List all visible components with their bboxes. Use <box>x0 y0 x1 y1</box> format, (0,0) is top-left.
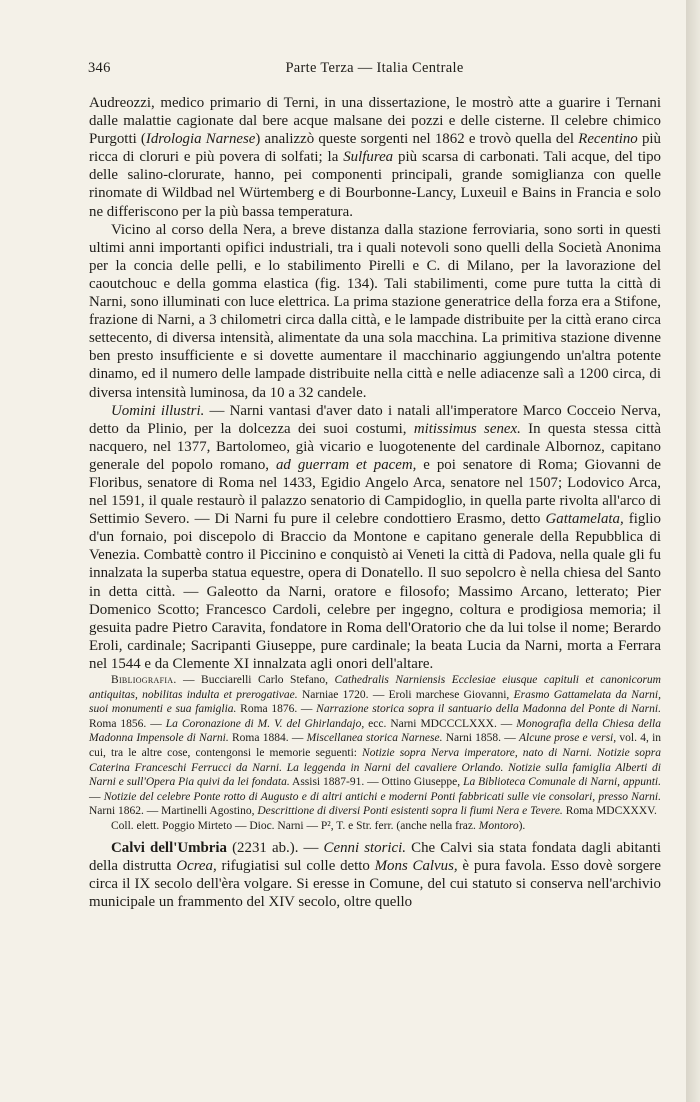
italic-term: Recentino <box>578 131 638 148</box>
body-text <box>89 94 661 911</box>
italic-title: Idrologia Narnese <box>145 131 256 148</box>
italic-title: Alcune prose e versi, <box>519 732 617 745</box>
text-run: (2231 ab.). — <box>226 839 324 856</box>
italic-quote: ad guerram et pacem, <box>275 456 417 473</box>
running-head: Parte Terza — Italia Centrale <box>285 60 464 76</box>
entry-title: Calvi dell'Umbria <box>111 839 227 856</box>
italic-term: Gattamelata, <box>545 511 624 528</box>
italic-title: Descrittione di diversi Ponti esistenti sopra li fiumi Nera e Tevere. <box>257 805 563 818</box>
italic-title: Notizie del celebre Ponte rotto di Augusto e di altri antichi e moderni Ponti fabbricati sulle vie consolari, presso Narni. <box>103 790 661 803</box>
paragraph-waters <box>89 94 661 221</box>
italic-term: Sulfurea <box>343 149 394 166</box>
italic-title: Erasmo Gattamelata da Narni, suoi monumenti e sua famiglia. <box>89 688 661 716</box>
italic-quote: mitissimus senex. <box>413 420 521 437</box>
bibliography <box>89 673 661 819</box>
italic-title: Cathedralis Narniensis Ecclesiae eiusque capituli et canonicorum antiquitas, nobilitas indulta et prerogativae. <box>89 674 661 701</box>
bibliography-label: Bibliografia. <box>111 674 177 686</box>
text-run: ). <box>518 819 526 832</box>
text-run: Narni 1862. — Martinelli Agostino, <box>89 805 258 818</box>
electoral-info <box>89 819 661 834</box>
text-run: — <box>89 790 104 803</box>
section-heading-italic: Uomini illustri. <box>111 402 205 419</box>
paragraph-famous-men <box>89 402 661 673</box>
text-run: figlio d'un fornaio, poi discepolo di Braccio da Montone e capitano generale della Repubblica di Venezia. Combattè contro il Piccinino e conquistò ai Veneti la città di Padova, nella quale gli fu innalzata la superba statua equestre, opera di Donatello. Il suo sepolcro è nella chiesa del Santo in detta città. — Galeotto da Narni, oratore e filosofo; Massimo Arcano, letterato; Pier Domenico Scotto; Francesco Cardoli, celebre per ingegno, coltura e prodigiosa memoria; il gesuita padre Pietro Caravita, fondatore in Roma dell'Oratorio che da lui tolse il nome; Berardo Eroli, cardinale; Sacripanti Giuseppe, pure cardinale; la beata Lucia da Narni, morta a Ferrara nel 1544 e da Clemente XI innalzata agli onori dell'altare. <box>89 511 661 672</box>
italic-title: Miscellanea storica Narnese. <box>306 732 443 745</box>
italic-title: Notizie sopra Nerva imperatore, nato di Narni. Notizie sopra Caterina Franceschi Ferrucci da Narni. La leggenda in Narni del cavaliere Orlando. Notizie sulla famiglia Alberti di Narni e sull'Opera Pia quivi da lei fondata. <box>89 746 661 789</box>
text-run: Roma 1856. — <box>89 717 166 730</box>
text-run: ecc. Narni MDCCCLXXX. — <box>364 717 517 730</box>
text-run: Roma MDCXXXV. <box>562 805 657 818</box>
italic-term: Mons Calvus, <box>374 858 458 875</box>
text-run: Narni 1858. — <box>442 732 519 745</box>
entry-calvi <box>89 839 661 911</box>
text-run: vol. 4, in cui, tra le altre cose, contengonsi le memorie seguenti: <box>89 732 662 759</box>
italic-title: La Coronazione di M. V. del Ghirlandajo, <box>165 717 365 730</box>
section-heading-italic: Cenni storici. <box>323 839 407 856</box>
text-run: — Narni vantasi d'aver dato i natali all'imperatore Marco Cocceio Nerva, detto da Plinio, per la dolcezza dei suoi costumi, <box>89 402 661 437</box>
italic-title: La Biblioteca Comunale di Narni, appunti. <box>463 776 661 789</box>
text-run: — Bucciarelli Carlo Stefano, <box>176 674 335 686</box>
text-run: Roma 1876. — <box>236 703 317 716</box>
text-run: Narniae 1720. — Eroli marchese Giovanni, <box>297 688 514 701</box>
text-run: è pura favola. Esso dovè sorgere circa il IX secolo dell'èra volgare. Si eresse in Comune, del cui statuto si conserva nell'archivio municipale un frammento del XIV secolo, oltre quello <box>89 858 661 911</box>
text-run: più scarsa di carbonati. Tali acque, del tipo delle salino-clorurate, hanno, pei componenti principali, grande somiglianza con quelle rinomate di Wildbad nel Würtemberg e di Bourbonne-Lancy, Luxeuil e Bains in Francia e solo ne differiscono per la più bassa temperatura. <box>89 149 661 220</box>
text-run: In questa stessa città nacquero, nel 1377, Bartolomeo, già vicario e luogotenente del cardinale Albornoz, capitano generale del popolo romano, <box>89 420 661 473</box>
page-number: 346 <box>88 60 111 76</box>
italic-term: Montoro <box>478 819 519 832</box>
text-run: e poi senatore di Roma; Giovanni de Floribus, senatore di Roma nel 1433, Egidio Angelo Arca, senatore nel 1507; Lodovico Arca, nel 1591, il quale restaurò il palazzo senatorio di Campidoglio, in quella parte rivolta all'arco di Settimio Severo. — Di Narni fu pure il celebre condottiero Erasmo, detto <box>89 456 661 528</box>
text-run: più ricca di cloruri e più povera di solfati; la <box>89 131 661 166</box>
text-run: Assisi 1887-91. — Ottino Giuseppe, <box>289 776 464 789</box>
text-run: Coll. elett. Poggio Mirteto — Dioc. Narni — P², T. e Str. ferr. (anche nella fraz. <box>111 819 479 832</box>
text-run: rifugiatisi sul colle detto <box>216 858 375 875</box>
text-run: Audreozzi, medico primario di Terni, in una dissertazione, le mostrò atte a guarire i Ternani dalle malattie cagionate dal bere acque malsane dei pozzi e delle cisterne. Il celebre chimico Purgotti ( <box>89 95 661 148</box>
page-edge-shadow <box>686 0 700 1102</box>
italic-title: Narrazione storica sopra il santuario della Madonna del Ponte di Narni. <box>316 703 661 716</box>
italic-term: Ocrea, <box>176 858 217 875</box>
paragraph-industry: Vicino al corso della Nera, a breve distanza dalla stazione ferroviaria, sono sorti in questi ultimi anni importanti opifici industriali, tra i quali notevoli sono quelli della Società Anonima per la concia delle pelli, e lo stabilimento Pirelli e C. di Milano, per la lavorazione del caoutchouc e della gomma elastica (fig. 134). Tali stabilimenti, come pure tutta la città di Narni, sono illuminati con luce elettrica. La prima stazione generatrice della forza era a Stifone, frazione di Narni, a 3 chilometri circa dalla città, e le lampade distribuite per la città erano circa settecento, di diversa intensità, alimentate da una sola macchina. La primitiva stazione divenne ben presto insufficiente e si dovette aumentare il macchinario aggiungendo un'altra potente dinamo, ed il numero delle lampade distribuite nella città e nelle adiacenze salì a 1200 circa, di diversa intensità luminosa, da 10 a 32 candele. <box>89 221 661 401</box>
italic-title: Monografia della Chiesa della Madonna Impensole di Narni. <box>89 717 661 745</box>
text-run: ) analizzò queste sorgenti nel 1862 e trovò quella del <box>255 131 579 148</box>
text-run: Che Calvi sia stata fondata dagli abitanti della distrutta <box>89 839 661 875</box>
text-run: Roma 1884. — <box>228 732 307 745</box>
